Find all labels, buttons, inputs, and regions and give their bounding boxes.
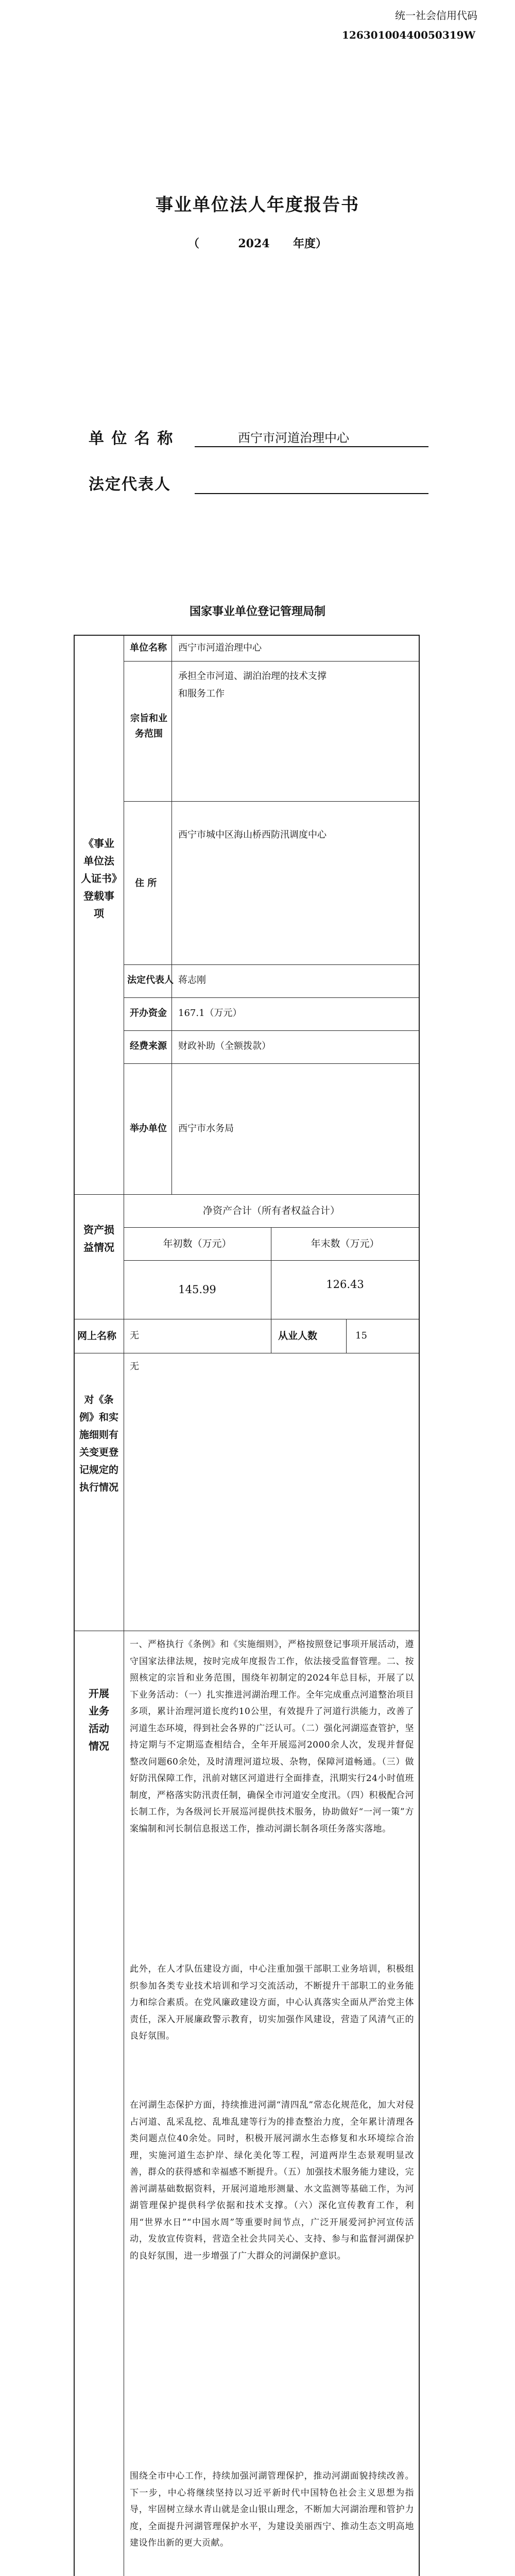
assets-label: 资产损益情况 bbox=[83, 1224, 114, 1253]
website-value: 无 bbox=[130, 1330, 139, 1341]
end-label: 年末数（万元） bbox=[311, 1238, 380, 1249]
report-title: 事业单位法人年度报告书 bbox=[156, 195, 359, 215]
label-legal-rep: 法定代表人 bbox=[127, 975, 174, 986]
credit-code-label: 统一社会信用代码 bbox=[395, 9, 477, 22]
regulations-label: 对《条例》和实施细则有关变更登记规定的执行情况 bbox=[79, 1394, 119, 1493]
business-para-4: 围绕全市中心工作，持续加强河湖管理保护，推动河湖面貌持续改善。下一步，中心将继续坚持以习近平新时代中国特色社会主义思想为指导，牢固树立绿水青山就是金山银山理念，不断加大河湖治理和管护力度，全面提升河湖管理保护水平，为建设美丽西宁、推动生态文明高地建设作出新的更大贡献。 bbox=[130, 2471, 414, 2548]
legal-rep-field bbox=[195, 471, 428, 494]
credit-code: 12630100440050319W bbox=[342, 29, 476, 41]
value-purpose: 承担全市河道、湖泊治理的技术支撑和服务工作 bbox=[178, 671, 327, 699]
website-label: 网上名称 bbox=[77, 1330, 117, 1342]
value-funding: 财政补助（全额拨款） bbox=[178, 1041, 271, 1052]
net-assets-label: 净资产合计（所有者权益合计） bbox=[202, 1205, 340, 1216]
label-sponsor: 举办单位 bbox=[130, 1123, 167, 1134]
authority: 国家事业单位登记管理局制 bbox=[189, 605, 325, 618]
label-purpose: 宗旨和业务范围 bbox=[130, 713, 167, 739]
begin-label: 年初数（万元） bbox=[163, 1238, 232, 1249]
regulations-value: 无 bbox=[130, 1361, 139, 1372]
business-para-3: 在河湖生态保护方面，持续推进河湖“清四乱”常态化规范化，加大对侵占河道、乱采乱挖、乱堆乱建等行为的排查整治力度，全年累计清理各类问题点位40余处。同时，积极开展河湖水生态修复和水环境综合治理，实施河道生态护岸、绿化美化等工程，河道两岸生态景观明显改善，群众的获得感和幸福感不断提升。（五）加强技术服务能力建设，完善河湖基础数据资料，开展河道地形测量、水文监测等基础工作，为河湖管理保护提供科学依据和技术支撑。（六）深化宣传教育工作，利用“世界水日”“中国水周”等重要时间节点，广泛开展爱河护河宣传活动，发放宣传资料，营造全社会共同关心、支持、参与和监督河湖保护的良好氛围，进一步增强了广大群众的河湖保护意识。 bbox=[130, 2100, 414, 2261]
label-capital: 开办资金 bbox=[130, 1008, 167, 1019]
label-address: 住 所 bbox=[135, 878, 157, 889]
end-value: 126.43 bbox=[326, 1278, 364, 1291]
report-year: （ 2024 年度） bbox=[188, 237, 327, 250]
value-sponsor: 西宁市水务局 bbox=[178, 1123, 234, 1134]
begin-value: 145.99 bbox=[178, 1283, 216, 1296]
legal-rep-label: 法定代表人 bbox=[89, 476, 171, 494]
value-capital: 167.1（万元） bbox=[178, 1008, 242, 1019]
unit-name-label: 单 位 名 称 bbox=[89, 430, 174, 448]
label-unit-name: 单位名称 bbox=[130, 642, 167, 653]
value-address: 西宁市城中区海山桥西防汛调度中心 bbox=[178, 829, 327, 840]
value-unit-name: 西宁市河道治理中心 bbox=[178, 642, 262, 653]
business-label: 开展业务活动情况 bbox=[89, 1687, 109, 1752]
cert-section-label: 《事业单位法人证书》登载事项 bbox=[81, 837, 117, 920]
business-para-1: 一、严格执行《条例》和《实施细则》，严格按照登记事项开展活动，遵守国家法律法规，按时完成年度报告工作，依法接受监督管理。二、按照核定的宗旨和业务范围，围绕年初制定的2024年总目标，开展了以下业务活动：（一）扎实推进河湖治理工作。全年完成重点河道整治项目多项，累计治理河道长度约10公里，有效提升了河道行洪能力，改善了河道生态环境，得到社会各界的广泛认可。（二）强化河湖巡查管护，坚持定期与不定期巡查相结合，全年开展巡河2000余人次，发现并督促整改问题60余处，及时清理河道垃圾、杂物，保障河道畅通。（三）做好防汛保障工作，汛前对辖区河道进行全面排查，汛期实行24小时值班制度，严格落实防汛责任制，确保全市河道安全度汛。（四）积极配合河长制工作，为各级河长开展巡河提供技术服务，协助做好“一河一策”方案编制和河长制信息报送工作，推动河湖长制各项任务落实落地。 bbox=[130, 1639, 414, 1834]
label-funding: 经费来源 bbox=[130, 1041, 167, 1052]
unit-name-value: 西宁市河道治理中心 bbox=[238, 431, 349, 445]
unit-name-field bbox=[195, 425, 428, 447]
business-para-2: 此外，在人才队伍建设方面，中心注重加强干部职工业务培训，积极组织参加各类专业技术培训和学习交流活动，不断提升干部职工的业务能力和综合素质。在党风廉政建设方面，中心认真落实全面从严治党主体责任，深入开展廉政警示教育，切实加强作风建设，营造了风清气正的良好氛围。 bbox=[130, 1964, 414, 2041]
staff-label: 从业人数 bbox=[278, 1330, 318, 1342]
value-legal-rep: 蒋志刚 bbox=[178, 975, 206, 986]
staff-value: 15 bbox=[355, 1330, 367, 1341]
